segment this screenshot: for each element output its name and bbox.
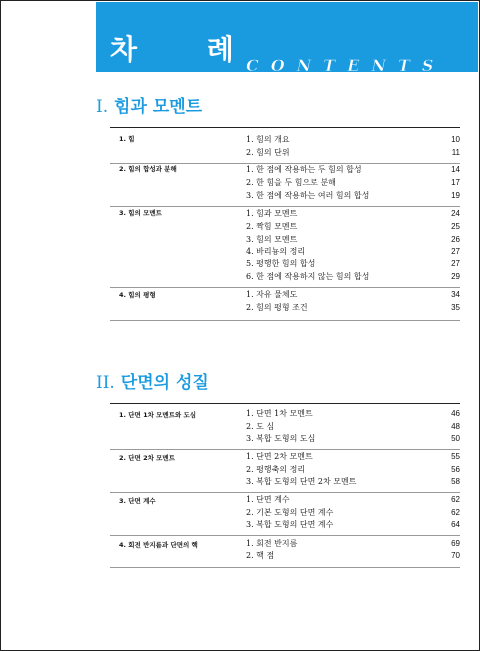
toc-entry-page: 55 [451,452,460,461]
toc-entry-label: 3. 복합 도형의 단면 2차 모멘트 [246,477,357,486]
toc-entry[interactable] [246,494,460,506]
toc-entry-label: 2. 한 힘을 두 힘으로 분해 [246,178,336,187]
toc-entry-label: 5. 평행한 힘의 합성 [246,259,316,268]
toc-entry[interactable] [246,476,460,488]
toc-entry-label: 3. 힘의 모멘트 [246,235,298,244]
section-numeral: II. [96,373,115,393]
toc-entry-label: 1. 단면 1차 모멘트 [246,409,313,418]
toc-entry[interactable] [246,271,460,283]
chapter-heading: 4. 회전 반지름과 단면의 핵 [119,541,198,549]
toc-entry-page: 26 [451,235,460,244]
toc-entry-label: 2. 도 심 [246,422,275,431]
toc-entry[interactable] [246,258,460,270]
toc-entry-page: 48 [451,422,460,431]
toc-entry[interactable] [246,302,460,314]
toc-entry-label: 1. 단면 2차 모멘트 [246,452,313,461]
toc-entry[interactable] [246,177,460,189]
toc-entry[interactable] [246,464,460,476]
toc-entry-label: 1. 힘의 개요 [246,135,290,144]
toc-entry-label: 3. 복합 도형의 단면 계수 [246,520,334,529]
chapter-heading: 3. 힘의 모멘트 [119,209,162,217]
toc-entry-page: 25 [451,222,460,231]
chapter-divider [110,449,460,450]
toc-entry-page: 29 [451,272,460,281]
toc-entry-label: 1. 힘과 모멘트 [246,209,298,218]
toc-entry[interactable] [246,451,460,463]
chapter-divider [110,492,460,493]
toc-entry-page: 11 [451,148,460,157]
toc-entry-page: 34 [451,290,460,299]
toc-entry-label: 1. 회전 반지름 [246,539,298,548]
toc-entry-label: 3. 복합 도형의 도심 [246,434,316,443]
section-numeral: I. [96,97,109,117]
toc-entry-label: 3. 한 점에 작용하는 여러 힘의 합성 [246,191,370,200]
toc-entry-label: 1. 단면 계수 [246,495,290,504]
toc-entry-page: 24 [451,209,460,218]
toc-entry-page: 64 [451,520,460,529]
toc-entry[interactable] [246,208,460,220]
toc-entry-page: 17 [451,178,460,187]
toc-entry[interactable] [246,190,460,202]
chapter-divider [110,206,460,207]
chapter-heading: 3. 단면 계수 [119,497,156,505]
section-title [96,373,209,393]
toc-entry[interactable] [246,507,460,519]
toc-entry[interactable] [246,421,460,433]
toc-entry-page: 69 [451,539,460,548]
toc-entry-label: 4. 바리뇽의 정리 [246,247,306,256]
toc-entry[interactable] [246,147,460,159]
toc-entry-page: 58 [451,477,460,486]
toc-entry-label: 2. 기본 도형의 단면 계수 [246,508,334,517]
toc-entry-page: 27 [451,259,460,268]
chapter-heading: 1. 힘 [119,135,135,143]
section-title [96,97,202,117]
toc-entry-label: 1. 자유 물체도 [246,290,298,299]
toc-entry[interactable] [246,246,460,258]
page-subtitle: CONTENTS [246,56,446,75]
toc-entry-page: 46 [451,409,460,418]
toc-entry-page: 19 [451,191,460,200]
chapter-heading: 1. 단면 1차 모멘트와 도심 [119,411,197,419]
section-title-text: 단면의 성질 [120,373,209,393]
section-rule [110,403,460,404]
toc-entry-page: 27 [451,247,460,256]
toc-entry-page: 56 [451,465,460,474]
toc-entry-label: 2. 짝힘 모멘트 [246,222,298,231]
toc-entry-label: 6. 한 점에 작용하지 않는 힘의 합성 [246,272,370,281]
chapter-heading: 2. 힘의 합성과 분해 [119,165,177,173]
toc-entry-label: 2. 핵 점 [246,551,275,560]
page-title: 차 례 [110,33,264,66]
toc-entry-label: 2. 힘의 평형 조건 [246,303,308,312]
section-rule [110,127,460,128]
toc-entry[interactable] [246,550,460,562]
chapter-heading: 4. 힘의 평형 [119,291,156,299]
toc-entry[interactable] [246,289,460,301]
toc-entry[interactable] [246,538,460,550]
toc-entry-page: 50 [451,434,460,443]
toc-entry[interactable] [246,433,460,445]
chapter-divider [110,320,460,321]
toc-entry-page: 14 [451,165,460,174]
toc-entry-label: 2. 힘의 단위 [246,148,290,157]
chapter-heading: 2. 단면 2차 모멘트 [119,454,175,462]
toc-entry[interactable] [246,134,460,146]
chapter-divider [110,287,460,288]
toc-entry[interactable] [246,408,460,420]
toc-entry-page: 62 [451,495,460,504]
toc-entry[interactable] [246,164,460,176]
toc-entry-page: 35 [451,303,460,312]
toc-entry[interactable] [246,519,460,531]
toc-entry-page: 70 [451,551,460,560]
chapter-divider [110,567,460,568]
toc-entry-label: 2. 평행축의 정리 [246,465,306,474]
toc-entry-label: 1. 한 점에 작용하는 두 힘의 합성 [246,165,362,174]
chapter-divider [110,535,460,536]
toc-entry-page: 62 [451,508,460,517]
toc-entry[interactable] [246,221,460,233]
toc-entry-page: 10 [451,135,460,144]
section-title-text: 힘과 모멘트 [114,97,203,117]
toc-entry[interactable] [246,234,460,246]
